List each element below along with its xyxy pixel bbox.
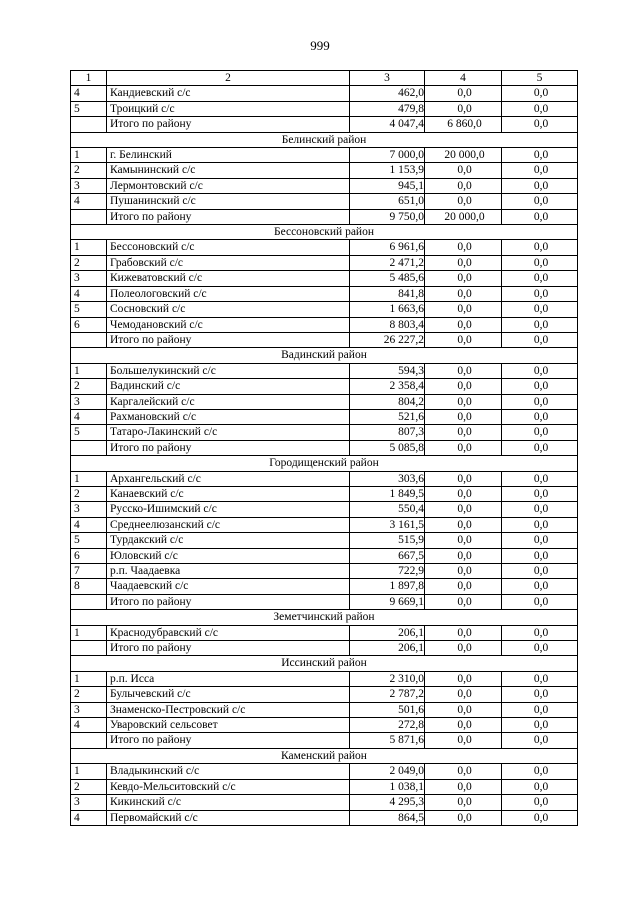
value-col-4: 0,0 [425, 163, 502, 178]
value-col-3: 9 750,0 [350, 209, 425, 224]
row-number [71, 641, 107, 656]
row-number: 3 [71, 271, 107, 286]
table-row [71, 163, 578, 178]
district-total-row [71, 594, 578, 609]
value-col-5: 0,0 [502, 779, 578, 794]
value-col-3: 5 085,8 [350, 440, 425, 455]
settlement-name: Каргалейский с/с [107, 394, 350, 409]
settlement-name: Уваровский сельсовет [107, 718, 350, 733]
settlement-name: Среднеелюзанский с/с [107, 517, 350, 532]
settlement-name: Кижеватовский с/с [107, 271, 350, 286]
value-col-4: 0,0 [425, 178, 502, 193]
value-col-5: 0,0 [502, 795, 578, 810]
value-col-3: 1 153,9 [350, 163, 425, 178]
row-number [71, 209, 107, 224]
settlement-name: Чаадаевский с/с [107, 579, 350, 594]
column-header: 3 [350, 71, 425, 86]
table-row [71, 625, 578, 640]
value-col-3: 462,0 [350, 86, 425, 101]
value-col-5: 0,0 [502, 302, 578, 317]
settlement-name: Итого по району [107, 733, 350, 748]
value-col-3: 2 049,0 [350, 764, 425, 779]
value-col-3: 6 961,6 [350, 240, 425, 255]
value-col-5: 0,0 [502, 148, 578, 163]
table-row [71, 302, 578, 317]
table-row [71, 779, 578, 794]
row-number: 5 [71, 101, 107, 116]
table-row [71, 363, 578, 378]
value-col-5: 0,0 [502, 486, 578, 501]
district-title: Земетчинский район [71, 610, 578, 625]
page-number: 999 [310, 38, 330, 53]
value-col-3: 1 663,6 [350, 302, 425, 317]
value-col-5: 0,0 [502, 271, 578, 286]
value-col-4: 0,0 [425, 409, 502, 424]
value-col-3: 7 000,0 [350, 148, 425, 163]
row-number: 5 [71, 533, 107, 548]
value-col-5: 0,0 [502, 394, 578, 409]
value-col-4: 0,0 [425, 795, 502, 810]
value-col-3: 1 897,8 [350, 579, 425, 594]
row-number: 5 [71, 302, 107, 317]
value-col-5: 0,0 [502, 332, 578, 347]
settlement-name: Вадинский с/с [107, 379, 350, 394]
value-col-4: 0,0 [425, 240, 502, 255]
value-col-3: 303,6 [350, 471, 425, 486]
value-col-4: 0,0 [425, 332, 502, 347]
settlement-name: Булычевский с/с [107, 687, 350, 702]
table-row [71, 425, 578, 440]
value-col-4: 0,0 [425, 718, 502, 733]
value-col-4: 0,0 [425, 594, 502, 609]
value-col-3: 804,2 [350, 394, 425, 409]
settlement-name: Лермонтовский с/с [107, 178, 350, 193]
table-row [71, 564, 578, 579]
row-number: 1 [71, 764, 107, 779]
value-col-4: 0,0 [425, 564, 502, 579]
value-col-4: 0,0 [425, 641, 502, 656]
value-col-3: 807,3 [350, 425, 425, 440]
district-section-row [71, 610, 578, 625]
district-total-row [71, 209, 578, 224]
value-col-5: 0,0 [502, 317, 578, 332]
value-col-4: 0,0 [425, 425, 502, 440]
table-row [71, 101, 578, 116]
value-col-4: 0,0 [425, 440, 502, 455]
table-header-row [71, 71, 578, 86]
value-col-4: 0,0 [425, 533, 502, 548]
settlement-name: Большелукинский с/с [107, 363, 350, 378]
budget-table [70, 70, 578, 826]
row-number: 1 [71, 240, 107, 255]
settlement-name: Краснодубравский с/с [107, 625, 350, 640]
table-row [71, 317, 578, 332]
table-row [71, 255, 578, 270]
value-col-4: 0,0 [425, 702, 502, 717]
district-title: Городищенский район [71, 456, 578, 471]
row-number: 1 [71, 148, 107, 163]
value-col-4: 0,0 [425, 394, 502, 409]
value-col-3: 501,6 [350, 702, 425, 717]
value-col-5: 0,0 [502, 625, 578, 640]
district-section-row [71, 456, 578, 471]
district-section-row [71, 748, 578, 763]
district-total-row [71, 733, 578, 748]
settlement-name: Архангельский с/с [107, 471, 350, 486]
value-col-5: 0,0 [502, 517, 578, 532]
value-col-3: 667,5 [350, 548, 425, 563]
row-number: 3 [71, 394, 107, 409]
value-col-5: 0,0 [502, 363, 578, 378]
value-col-4: 0,0 [425, 764, 502, 779]
settlement-name: Итого по району [107, 594, 350, 609]
district-total-row [71, 332, 578, 347]
settlement-name: Грабовский с/с [107, 255, 350, 270]
settlement-name: Пушанинский с/с [107, 194, 350, 209]
row-number [71, 332, 107, 347]
value-col-4: 20 000,0 [425, 209, 502, 224]
row-number: 2 [71, 486, 107, 501]
district-section-row [71, 225, 578, 240]
value-col-5: 0,0 [502, 671, 578, 686]
row-number: 2 [71, 255, 107, 270]
settlement-name: Турдакский с/с [107, 533, 350, 548]
district-section-row [71, 348, 578, 363]
row-number: 4 [71, 286, 107, 301]
table-row [71, 764, 578, 779]
table-row [71, 240, 578, 255]
settlement-name: р.п. Чаадаевка [107, 564, 350, 579]
district-total-row [71, 440, 578, 455]
row-number: 4 [71, 194, 107, 209]
value-col-5: 0,0 [502, 440, 578, 455]
value-col-3: 515,9 [350, 533, 425, 548]
row-number: 5 [71, 425, 107, 440]
value-col-3: 4 047,4 [350, 117, 425, 132]
table-row [71, 702, 578, 717]
settlement-name: Кевдо-Мельситовский с/с [107, 779, 350, 794]
value-col-3: 479,8 [350, 101, 425, 116]
value-col-4: 0,0 [425, 86, 502, 101]
value-col-3: 1 849,5 [350, 486, 425, 501]
value-col-4: 0,0 [425, 194, 502, 209]
value-col-4: 0,0 [425, 271, 502, 286]
value-col-4: 0,0 [425, 502, 502, 517]
row-number: 4 [71, 718, 107, 733]
settlement-name: Итого по району [107, 641, 350, 656]
table-row [71, 795, 578, 810]
value-col-5: 0,0 [502, 240, 578, 255]
value-col-5: 0,0 [502, 764, 578, 779]
row-number: 2 [71, 379, 107, 394]
value-col-3: 5 871,6 [350, 733, 425, 748]
value-col-4: 0,0 [425, 548, 502, 563]
value-col-5: 0,0 [502, 286, 578, 301]
value-col-3: 722,9 [350, 564, 425, 579]
value-col-4: 0,0 [425, 687, 502, 702]
value-col-5: 0,0 [502, 425, 578, 440]
value-col-4: 0,0 [425, 733, 502, 748]
table-row [71, 810, 578, 825]
table-row [71, 486, 578, 501]
table-row [71, 194, 578, 209]
value-col-3: 2 471,2 [350, 255, 425, 270]
value-col-5: 0,0 [502, 163, 578, 178]
settlement-name: Юловский с/с [107, 548, 350, 563]
value-col-4: 0,0 [425, 379, 502, 394]
value-col-3: 272,8 [350, 718, 425, 733]
column-header: 2 [107, 71, 350, 86]
value-col-5: 0,0 [502, 471, 578, 486]
row-number: 2 [71, 779, 107, 794]
column-header: 4 [425, 71, 502, 86]
district-title: Белинский район [71, 132, 578, 147]
value-col-5: 0,0 [502, 641, 578, 656]
settlement-name: Бессоновский с/с [107, 240, 350, 255]
table-row [71, 548, 578, 563]
value-col-5: 0,0 [502, 810, 578, 825]
row-number: 7 [71, 564, 107, 579]
district-title: Вадинский район [71, 348, 578, 363]
row-number: 6 [71, 548, 107, 563]
table-row [71, 517, 578, 532]
value-col-3: 651,0 [350, 194, 425, 209]
settlement-name: Кандиевский с/с [107, 86, 350, 101]
value-col-4: 0,0 [425, 471, 502, 486]
settlement-name: Рахмановский с/с [107, 409, 350, 424]
value-col-3: 945,1 [350, 178, 425, 193]
value-col-5: 0,0 [502, 594, 578, 609]
value-col-3: 9 669,1 [350, 594, 425, 609]
table-row [71, 379, 578, 394]
value-col-3: 2 310,0 [350, 671, 425, 686]
row-number: 3 [71, 178, 107, 193]
row-number: 4 [71, 409, 107, 424]
table-row [71, 718, 578, 733]
row-number [71, 117, 107, 132]
value-col-4: 0,0 [425, 517, 502, 532]
value-col-3: 2 787,2 [350, 687, 425, 702]
table-row [71, 271, 578, 286]
district-title: Бессоновский район [71, 225, 578, 240]
value-col-3: 5 485,6 [350, 271, 425, 286]
row-number: 1 [71, 471, 107, 486]
value-col-5: 0,0 [502, 502, 578, 517]
value-col-3: 206,1 [350, 641, 425, 656]
value-col-4: 0,0 [425, 625, 502, 640]
value-col-3: 1 038,1 [350, 779, 425, 794]
settlement-name: Сосновский с/с [107, 302, 350, 317]
value-col-5: 0,0 [502, 379, 578, 394]
row-number: 3 [71, 795, 107, 810]
settlement-name: Чемодановский с/с [107, 317, 350, 332]
settlement-name: Знаменско-Пестровский с/с [107, 702, 350, 717]
settlement-name: Итого по району [107, 440, 350, 455]
table-row [71, 502, 578, 517]
value-col-3: 550,4 [350, 502, 425, 517]
value-col-5: 0,0 [502, 548, 578, 563]
table-row [71, 533, 578, 548]
value-col-5: 0,0 [502, 533, 578, 548]
value-col-4: 0,0 [425, 255, 502, 270]
settlement-name: Владыкинский с/с [107, 764, 350, 779]
value-col-4: 0,0 [425, 286, 502, 301]
value-col-3: 841,8 [350, 286, 425, 301]
district-section-row [71, 656, 578, 671]
table-row [71, 286, 578, 301]
settlement-name: Итого по району [107, 117, 350, 132]
table-row [71, 409, 578, 424]
settlement-name: Татаро-Лакинский с/с [107, 425, 350, 440]
value-col-4: 0,0 [425, 363, 502, 378]
row-number: 8 [71, 579, 107, 594]
value-col-3: 8 803,4 [350, 317, 425, 332]
value-col-5: 0,0 [502, 117, 578, 132]
column-header: 1 [71, 71, 107, 86]
row-number: 4 [71, 86, 107, 101]
row-number: 1 [71, 671, 107, 686]
settlement-name: г. Белинский [107, 148, 350, 163]
value-col-5: 0,0 [502, 718, 578, 733]
value-col-3: 2 358,4 [350, 379, 425, 394]
value-col-3: 3 161,5 [350, 517, 425, 532]
value-col-5: 0,0 [502, 209, 578, 224]
district-title: Иссинский район [71, 656, 578, 671]
district-total-row [71, 117, 578, 132]
value-col-4: 0,0 [425, 810, 502, 825]
value-col-3: 206,1 [350, 625, 425, 640]
table-row [71, 86, 578, 101]
table-row [71, 178, 578, 193]
row-number [71, 440, 107, 455]
settlement-name: Итого по району [107, 209, 350, 224]
column-header: 5 [502, 71, 578, 86]
value-col-3: 594,3 [350, 363, 425, 378]
value-col-4: 0,0 [425, 579, 502, 594]
table-row [71, 148, 578, 163]
row-number: 6 [71, 317, 107, 332]
row-number: 2 [71, 687, 107, 702]
value-col-4: 0,0 [425, 317, 502, 332]
row-number: 2 [71, 163, 107, 178]
district-section-row [71, 132, 578, 147]
value-col-5: 0,0 [502, 409, 578, 424]
settlement-name: Итого по району [107, 332, 350, 347]
value-col-4: 6 860,0 [425, 117, 502, 132]
settlement-name: Русско-Ишимский с/с [107, 502, 350, 517]
value-col-4: 0,0 [425, 101, 502, 116]
district-total-row [71, 641, 578, 656]
row-number [71, 594, 107, 609]
row-number [71, 733, 107, 748]
value-col-5: 0,0 [502, 733, 578, 748]
district-title: Каменский район [71, 748, 578, 763]
row-number: 3 [71, 702, 107, 717]
settlement-name: Полеологовский с/с [107, 286, 350, 301]
row-number: 1 [71, 363, 107, 378]
value-col-5: 0,0 [502, 101, 578, 116]
value-col-5: 0,0 [502, 564, 578, 579]
table-row [71, 687, 578, 702]
table-row [71, 394, 578, 409]
value-col-5: 0,0 [502, 194, 578, 209]
row-number: 3 [71, 502, 107, 517]
value-col-5: 0,0 [502, 687, 578, 702]
value-col-3: 521,6 [350, 409, 425, 424]
settlement-name: Первомайский с/с [107, 810, 350, 825]
row-number: 1 [71, 625, 107, 640]
settlement-name: Троицкий с/с [107, 101, 350, 116]
value-col-5: 0,0 [502, 255, 578, 270]
settlement-name: р.п. Исса [107, 671, 350, 686]
table-row [71, 671, 578, 686]
row-number: 4 [71, 810, 107, 825]
value-col-3: 26 227,2 [350, 332, 425, 347]
row-number: 4 [71, 517, 107, 532]
value-col-4: 0,0 [425, 486, 502, 501]
settlement-name: Канаевский с/с [107, 486, 350, 501]
value-col-5: 0,0 [502, 86, 578, 101]
value-col-5: 0,0 [502, 702, 578, 717]
value-col-4: 0,0 [425, 671, 502, 686]
value-col-5: 0,0 [502, 579, 578, 594]
value-col-4: 0,0 [425, 302, 502, 317]
table-row [71, 579, 578, 594]
settlement-name: Кикинский с/с [107, 795, 350, 810]
value-col-4: 20 000,0 [425, 148, 502, 163]
value-col-3: 864,5 [350, 810, 425, 825]
table-row [71, 471, 578, 486]
value-col-3: 4 295,3 [350, 795, 425, 810]
value-col-4: 0,0 [425, 779, 502, 794]
value-col-5: 0,0 [502, 178, 578, 193]
settlement-name: Камынинский с/с [107, 163, 350, 178]
